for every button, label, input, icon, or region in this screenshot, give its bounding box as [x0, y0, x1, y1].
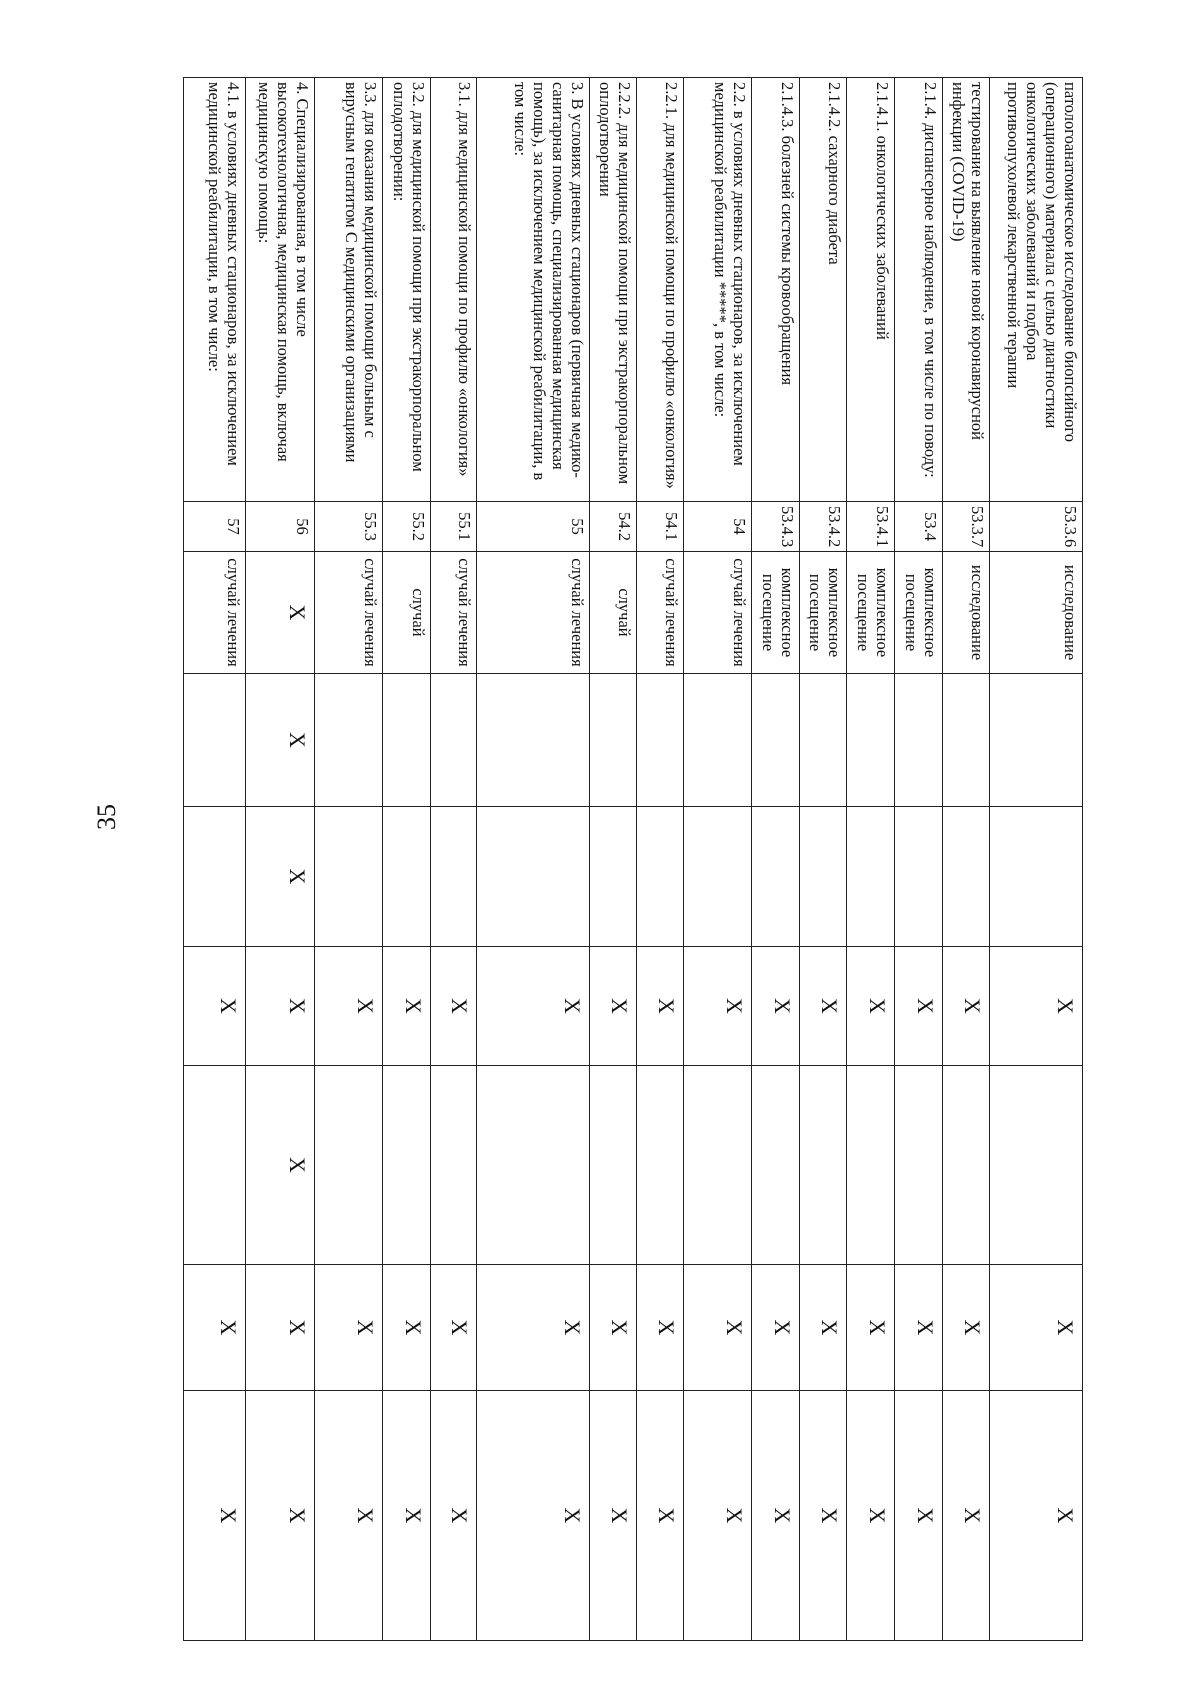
unit-cell: комплексное посещение: [752, 552, 800, 674]
value-cell: Х: [184, 1391, 246, 1641]
unit-cell: комплексное посещение: [847, 552, 895, 674]
value-cell: Х: [589, 1391, 637, 1641]
value-cell: Х: [847, 1265, 895, 1391]
value-cell: [799, 674, 847, 807]
value-cell: Х: [683, 1391, 752, 1641]
table-row: [589, 78, 637, 1641]
value-cell: Х: [246, 1391, 315, 1641]
value-cell: Х: [637, 1265, 683, 1391]
row-name-cell: 3.1. для медицинской помощи по профилю «онкология»: [430, 78, 476, 502]
value-cell: Х: [799, 1265, 847, 1391]
value-cell: Х: [637, 947, 683, 1066]
value-cell: [184, 674, 246, 807]
value-cell: Х: [430, 947, 476, 1066]
value-cell: [895, 807, 943, 947]
value-cell: Х: [990, 947, 1083, 1066]
unit-cell: случай лечения: [637, 552, 683, 674]
table-row: [383, 78, 431, 1641]
row-name-cell: патологоанатомическое исследование биопсийного (операционного) материала с целью диагностики онкологических заболеваний и подбора противоопухолевой лекарственной терапии: [990, 78, 1083, 502]
value-cell: [477, 1066, 590, 1265]
unit-cell: случай: [383, 552, 431, 674]
value-cell: Х: [752, 1391, 800, 1641]
row-code-cell: 53.4: [895, 502, 943, 552]
row-name-cell: 2.1.4.1. онкологических заболеваний: [847, 78, 895, 502]
row-code-cell: 55.2: [383, 502, 431, 552]
value-cell: [383, 1066, 431, 1265]
value-cell: [430, 807, 476, 947]
value-cell: Х: [895, 1391, 943, 1641]
value-cell: Х: [799, 1391, 847, 1641]
value-cell: [683, 674, 752, 807]
row-name-cell: 3.2. для медицинской помощи при экстракорпоральном оплодотворении:: [383, 78, 431, 502]
row-name-cell: 2.2.2. для медицинской помощи при экстракорпоральном оплодотворении: [589, 78, 637, 502]
value-cell: Х: [184, 947, 246, 1066]
value-cell: [430, 674, 476, 807]
medical-care-table: [183, 77, 1083, 1641]
row-name-cell: тестирование на выявление новой коронавирусной инфекции (COVID-19): [942, 78, 990, 502]
value-cell: [477, 674, 590, 807]
value-cell: [589, 674, 637, 807]
table-row: [990, 78, 1083, 1641]
unit-cell: исследование: [942, 552, 990, 674]
value-cell: [637, 674, 683, 807]
table-row: [637, 78, 683, 1641]
value-cell: Х: [314, 1265, 383, 1391]
value-cell: [314, 807, 383, 947]
row-name-cell: 2.2. в условиях дневных стационаров, за исключением медицинской реабилитации *****, в том числе:: [683, 78, 752, 502]
value-cell: [683, 1066, 752, 1265]
row-name-cell: 2.1.4.2. сахарного диабета: [799, 78, 847, 502]
value-cell: Х: [990, 1391, 1083, 1641]
unit-cell: случай лечения: [477, 552, 590, 674]
value-cell: [184, 807, 246, 947]
value-cell: [752, 1066, 800, 1265]
value-cell: Х: [942, 947, 990, 1066]
table-row: [683, 78, 752, 1641]
row-code-cell: 54: [683, 502, 752, 552]
row-name-cell: 3.3. для оказания медицинской помощи больным с вирусным гепатитом С медицинскими организациями: [314, 78, 383, 502]
value-cell: [383, 674, 431, 807]
value-cell: [990, 807, 1083, 947]
row-name-cell: 2.1.4. диспансерное наблюдение, в том числе по поводу:: [895, 78, 943, 502]
unit-cell: случай лечения: [683, 552, 752, 674]
value-cell: Х: [589, 947, 637, 1066]
value-cell: [752, 674, 800, 807]
value-cell: [184, 1066, 246, 1265]
value-cell: [895, 674, 943, 807]
table-row: [184, 78, 246, 1641]
row-code-cell: 53.4.1: [847, 502, 895, 552]
row-code-cell: 53.4.2: [799, 502, 847, 552]
value-cell: Х: [314, 947, 383, 1066]
value-cell: [799, 807, 847, 947]
unit-cell: случай лечения: [430, 552, 476, 674]
value-cell: [683, 807, 752, 947]
unit-cell: исследование: [990, 552, 1083, 674]
value-cell: Х: [942, 1391, 990, 1641]
value-cell: Х: [637, 1391, 683, 1641]
table-row: [752, 78, 800, 1641]
value-cell: Х: [477, 1391, 590, 1641]
value-cell: [589, 1066, 637, 1265]
value-cell: [314, 674, 383, 807]
value-cell: Х: [383, 1391, 431, 1641]
value-cell: Х: [847, 1391, 895, 1641]
value-cell: [314, 1066, 383, 1265]
value-cell: Х: [246, 1066, 315, 1265]
table-row: [895, 78, 943, 1641]
unit-cell: случай лечения: [314, 552, 383, 674]
value-cell: [752, 807, 800, 947]
value-cell: Х: [477, 947, 590, 1066]
rotated-table-container: [183, 77, 1083, 1640]
table-row: [314, 78, 383, 1641]
value-cell: Х: [430, 1391, 476, 1641]
row-name-cell: 4. Специализированная, в том числе высокотехнологичная, медицинская помощь, включая медицинскую помощь:: [246, 78, 315, 502]
value-cell: Х: [246, 674, 315, 807]
row-code-cell: 55.3: [314, 502, 383, 552]
value-cell: [477, 807, 590, 947]
table-body: [184, 78, 1083, 1641]
table-row: [246, 78, 315, 1641]
value-cell: Х: [683, 947, 752, 1066]
value-cell: [942, 807, 990, 947]
value-cell: [942, 674, 990, 807]
value-cell: Х: [895, 947, 943, 1066]
table-row: [799, 78, 847, 1641]
value-cell: Х: [314, 1391, 383, 1641]
value-cell: [895, 1066, 943, 1265]
table-row: [942, 78, 990, 1641]
value-cell: [589, 807, 637, 947]
table-row: [477, 78, 590, 1641]
row-name-cell: 3. В условиях дневных стационаров (первичная медико-санитарная помощь, специализированная медицинская помощь), за исключением медицинской реабилитации, в том числе:: [477, 78, 590, 502]
value-cell: Х: [246, 947, 315, 1066]
row-code-cell: 55.1: [430, 502, 476, 552]
value-cell: [637, 1066, 683, 1265]
value-cell: [847, 807, 895, 947]
row-name-cell: 2.1.4.3. болезней системы кровообращения: [752, 78, 800, 502]
value-cell: [430, 1066, 476, 1265]
value-cell: Х: [246, 807, 315, 947]
row-code-cell: 54.2: [589, 502, 637, 552]
unit-cell: Х: [246, 552, 315, 674]
table-row: [847, 78, 895, 1641]
row-name-cell: 4.1. в условиях дневных стационаров, за исключением медицинской реабилитации, в том числе:: [184, 78, 246, 502]
row-code-cell: 57: [184, 502, 246, 552]
row-code-cell: 53.3.6: [990, 502, 1083, 552]
unit-cell: комплексное посещение: [799, 552, 847, 674]
unit-cell: случай лечения: [184, 552, 246, 674]
value-cell: Х: [589, 1265, 637, 1391]
value-cell: Х: [683, 1265, 752, 1391]
value-cell: Х: [847, 947, 895, 1066]
value-cell: [383, 807, 431, 947]
value-cell: Х: [184, 1265, 246, 1391]
value-cell: [799, 1066, 847, 1265]
page-number: 35: [92, 804, 121, 830]
unit-cell: комплексное посещение: [895, 552, 943, 674]
value-cell: Х: [477, 1265, 590, 1391]
table-row: [430, 78, 476, 1641]
value-cell: Х: [383, 1265, 431, 1391]
value-cell: Х: [383, 947, 431, 1066]
value-cell: Х: [752, 1265, 800, 1391]
value-cell: Х: [752, 947, 800, 1066]
row-code-cell: 53.3.7: [942, 502, 990, 552]
value-cell: Х: [799, 947, 847, 1066]
row-code-cell: 56: [246, 502, 315, 552]
value-cell: [990, 674, 1083, 807]
row-code-cell: 53.4.3: [752, 502, 800, 552]
value-cell: Х: [942, 1265, 990, 1391]
value-cell: [847, 674, 895, 807]
value-cell: [942, 1066, 990, 1265]
value-cell: Х: [895, 1265, 943, 1391]
value-cell: Х: [246, 1265, 315, 1391]
unit-cell: случай: [589, 552, 637, 674]
value-cell: Х: [430, 1265, 476, 1391]
row-code-cell: 54.1: [637, 502, 683, 552]
value-cell: [637, 807, 683, 947]
row-name-cell: 2.2.1. для медицинской помощи по профилю «онкология»: [637, 78, 683, 502]
value-cell: Х: [990, 1265, 1083, 1391]
value-cell: [990, 1066, 1083, 1265]
row-code-cell: 55: [477, 502, 590, 552]
value-cell: [847, 1066, 895, 1265]
